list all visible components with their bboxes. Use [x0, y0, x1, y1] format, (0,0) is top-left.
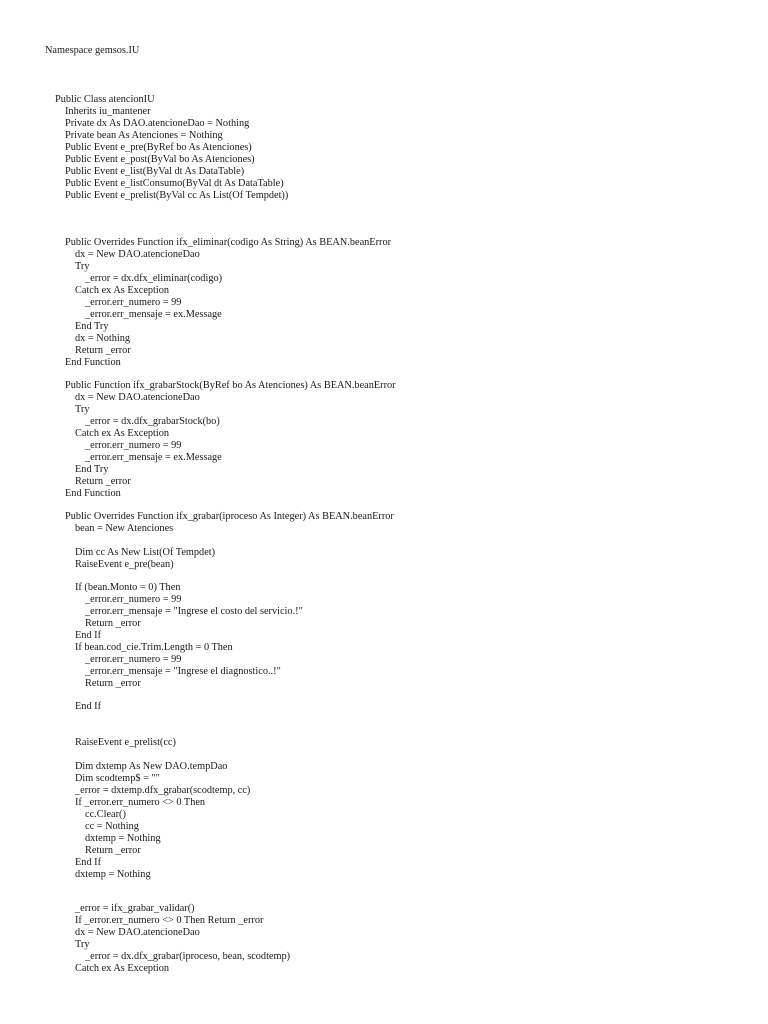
code-line: Try [75, 404, 90, 415]
code-line: _error.err_mensaje = ex.Message [85, 452, 222, 463]
code-line: _error.err_numero = 99 [85, 440, 182, 451]
code-line: End If [75, 701, 102, 712]
code-line: cc.Clear() [85, 809, 126, 820]
code-line: RaiseEvent e_prelist(cc) [75, 737, 176, 748]
code-line: Private bean As Atenciones = Nothing [65, 130, 223, 141]
code-line: End Try [75, 464, 109, 475]
code-line: Return _error [75, 476, 131, 487]
code-line: Public Function ifx_grabarStock(ByRef bo As Atenciones) As BEAN.beanError [65, 380, 396, 391]
code-line: Catch ex As Exception [75, 428, 170, 439]
code-line: _error.err_numero = 99 [85, 654, 182, 665]
code-line: Return _error [85, 678, 141, 689]
code-line: _error.err_mensaje = "Ingrese el diagnostico..!" [85, 666, 281, 677]
code-line: Namespace gemsos.IU [45, 45, 140, 56]
code-line: Return _error [85, 845, 141, 856]
code-line: Public Event e_list(ByVal dt As DataTable) [65, 166, 245, 177]
code-line: Public Event e_prelist(ByVal cc As List(Of Tempdet)) [65, 190, 289, 201]
code-line: End If [75, 630, 102, 641]
code-line: If bean.cod_cie.Trim.Length = 0 Then [75, 642, 233, 653]
code-line: Catch ex As Exception [75, 285, 170, 296]
code-line: Dim scodtemp$ = "" [75, 773, 160, 784]
code-line: End Function [65, 488, 121, 499]
code-line: End Try [75, 321, 109, 332]
code-line: End If [75, 857, 102, 868]
code-line: dx = New DAO.atencioneDao [75, 392, 200, 403]
code-line: dx = New DAO.atencioneDao [75, 927, 200, 938]
code-line: If _error.err_numero <> 0 Then [75, 797, 206, 808]
code-line: Catch ex As Exception [75, 963, 170, 974]
code-line: _error.err_numero = 99 [85, 297, 182, 308]
code-line: Public Class atencionIU [55, 94, 155, 105]
code-line: Private dx As DAO.atencioneDao = Nothing [65, 118, 250, 129]
code-line: Try [75, 939, 90, 950]
code-line: _error = dx.dfx_grabar(iproceso, bean, scodtemp) [85, 951, 291, 962]
code-line: _error = dx.dfx_eliminar(codigo) [85, 273, 223, 284]
code-line: Return _error [85, 618, 141, 629]
code-line: End Function [65, 357, 121, 368]
code-line: Public Overrides Function ifx_eliminar(codigo As String) As BEAN.beanError [65, 237, 392, 248]
code-line: Public Event e_pre(ByRef bo As Atenciones) [65, 142, 252, 153]
code-line: dxtemp = Nothing [75, 869, 151, 880]
code-line: _error = ifx_grabar_validar() [75, 903, 195, 914]
code-line: If (bean.Monto = 0) Then [75, 582, 181, 593]
code-line: RaiseEvent e_pre(bean) [75, 559, 174, 570]
code-line: Try [75, 261, 90, 272]
code-line: _error = dxtemp.dfx_grabar(scodtemp, cc) [75, 785, 251, 796]
code-line: Dim cc As New List(Of Tempdet) [75, 547, 216, 558]
code-line: _error.err_numero = 99 [85, 594, 182, 605]
code-line: _error = dx.dfx_grabarStock(bo) [85, 416, 220, 427]
code-line: Public Overrides Function ifx_grabar(iproceso As Integer) As BEAN.beanError [65, 511, 394, 522]
code-line: bean = New Atenciones [75, 523, 174, 534]
code-line: _error.err_mensaje = "Ingrese el costo del servicio.!" [85, 606, 303, 617]
code-line: Public Event e_post(ByVal bo As Atenciones) [65, 154, 255, 165]
code-line: Inherits iu_mantener [65, 106, 151, 117]
code-line: If _error.err_numero <> 0 Then Return _error [75, 915, 264, 926]
code-line: dx = Nothing [75, 333, 131, 344]
code-line: Public Event e_listConsumo(ByVal dt As DataTable) [65, 178, 284, 189]
code-line: Return _error [75, 345, 131, 356]
code-line: dxtemp = Nothing [85, 833, 161, 844]
code-line: dx = New DAO.atencioneDao [75, 249, 200, 260]
code-line: Dim dxtemp As New DAO.tempDao [75, 761, 228, 772]
code-line: _error.err_mensaje = ex.Message [85, 309, 222, 320]
code-line: cc = Nothing [85, 821, 139, 832]
